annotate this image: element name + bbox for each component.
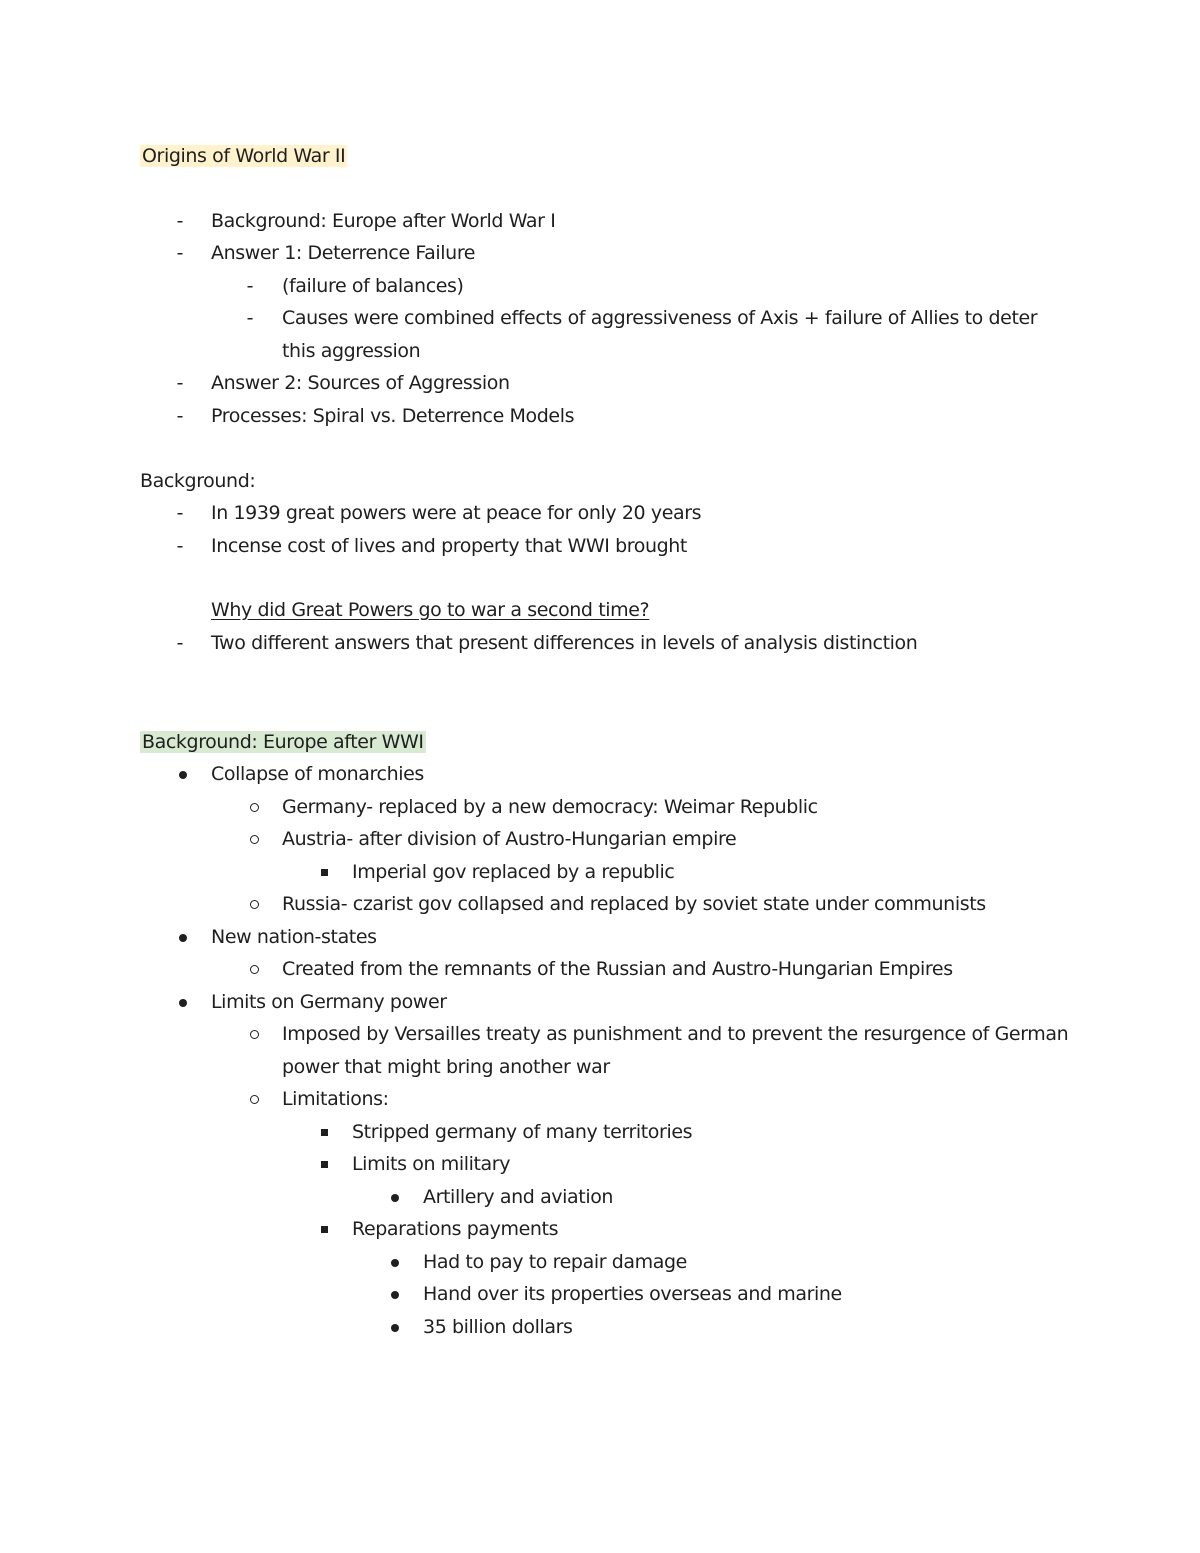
question-heading: Why did Great Powers go to war a second time? [211, 599, 650, 621]
bullet-icon [385, 1311, 405, 1343]
background-heading: Background: [140, 470, 256, 492]
list-item-continuation: power that might bring another war [282, 1056, 610, 1078]
list-item: Imperial gov replaced by a republic [352, 861, 675, 883]
dash-marker: - [176, 405, 184, 427]
title-highlight: Origins of World War II [142, 145, 346, 167]
list-item: Had to pay to repair damage [423, 1251, 687, 1273]
list-item: Limits on military [352, 1153, 511, 1175]
section2-heading [140, 726, 426, 758]
hollow-bullet-icon [244, 888, 264, 920]
hollow-bullet-icon [244, 823, 264, 855]
dash-marker: - [176, 502, 184, 524]
outline-subitem: Causes were combined effects of aggressiveness of Axis + failure of Allies to deter [282, 307, 1038, 329]
outline-item: Background: Europe after World War I [211, 210, 556, 232]
hollow-bullet-icon [244, 791, 264, 823]
background-item: In 1939 great powers were at peace for only 20 years [211, 502, 702, 524]
list-item: Limitations: [282, 1088, 389, 1110]
bullet-icon [173, 921, 193, 953]
outline-subitem: (failure of balances) [282, 275, 464, 297]
dash-marker: - [176, 210, 184, 232]
outline-item: Answer 1: Deterrence Failure [211, 242, 476, 264]
list-item: Reparations payments [352, 1218, 559, 1240]
list-item: Created from the remnants of the Russian and Austro-Hungarian Empires [282, 958, 953, 980]
square-bullet-icon [314, 1148, 334, 1180]
square-bullet-icon [314, 856, 334, 888]
bullet-icon [173, 758, 193, 790]
list-item: Imposed by Versailles treaty as punishment and to prevent the resurgence of German [282, 1023, 1069, 1045]
section2-highlight: Background: Europe after WWI [142, 731, 424, 753]
hollow-bullet-icon [244, 1083, 264, 1115]
dash-marker: - [176, 372, 184, 394]
dash-marker: - [246, 307, 254, 329]
list-item: Stripped germany of many territories [352, 1121, 693, 1143]
bullet-icon [385, 1278, 405, 1310]
dash-marker: - [246, 275, 254, 297]
dash-marker: - [176, 632, 184, 654]
question-item: Two different answers that present differences in levels of analysis distinction [211, 632, 918, 654]
list-item: 35 billion dollars [423, 1316, 573, 1338]
outline-item: Processes: Spiral vs. Deterrence Models [211, 405, 575, 427]
outline-subitem-continuation: this aggression [282, 340, 421, 362]
list-item: Hand over its properties overseas and marine [423, 1283, 842, 1305]
dash-marker: - [176, 535, 184, 557]
list-item: Limits on Germany power [211, 991, 447, 1013]
background-item: Incense cost of lives and property that WWI brought [211, 535, 687, 557]
hollow-bullet-icon [244, 1018, 264, 1050]
dash-marker: - [176, 242, 184, 264]
list-item: Germany- replaced by a new democracy: Weimar Republic [282, 796, 818, 818]
bullet-icon [173, 986, 193, 1018]
list-item: Artillery and aviation [423, 1186, 614, 1208]
square-bullet-icon [314, 1213, 334, 1245]
list-item: Russia- czarist gov collapsed and replaced by soviet state under communists [282, 893, 986, 915]
bullet-icon [385, 1181, 405, 1213]
bullet-icon [385, 1246, 405, 1278]
outline-item: Answer 2: Sources of Aggression [211, 372, 510, 394]
hollow-bullet-icon [244, 953, 264, 985]
list-item: New nation-states [211, 926, 377, 948]
list-item: Collapse of monarchies [211, 763, 424, 785]
document-title [140, 140, 347, 172]
list-item: Austria- after division of Austro-Hungarian empire [282, 828, 737, 850]
square-bullet-icon [314, 1116, 334, 1148]
